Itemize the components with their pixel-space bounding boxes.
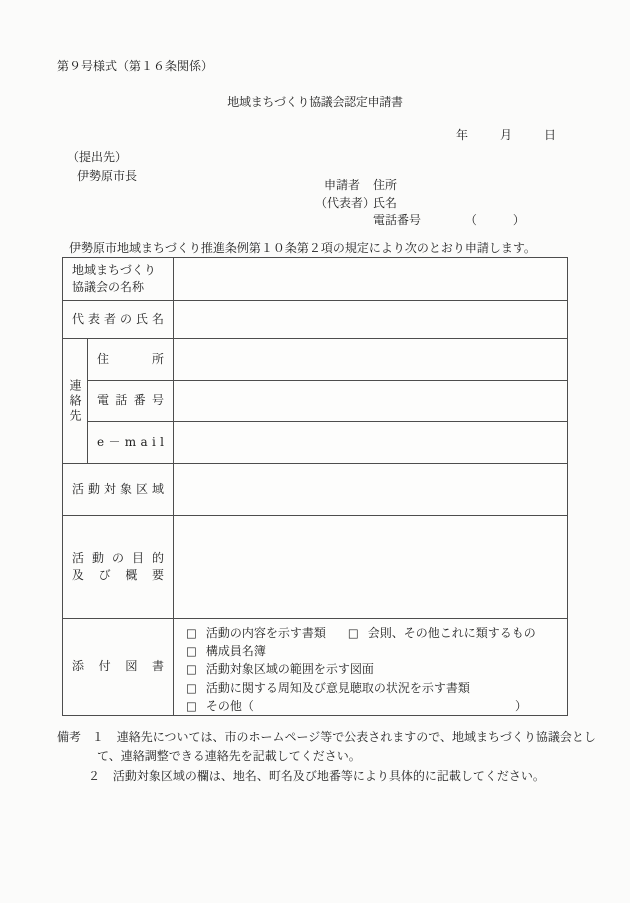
- activity-area-label: 活 動 対 象 区 域: [72, 481, 165, 496]
- council-name-label-cell: [63, 258, 174, 301]
- checkbox-icon[interactable]: □: [186, 644, 197, 659]
- submit-to-name: 伊勢原市長: [77, 169, 138, 183]
- date-day-label: 日: [544, 128, 557, 142]
- applicant-block: [315, 177, 525, 230]
- contact-email-label: e － m a i l: [97, 434, 164, 449]
- attachment-item-label: 会則、その他これに類するもの: [367, 626, 536, 640]
- table-row: [63, 619, 568, 716]
- checkbox-icon[interactable]: □: [186, 680, 197, 695]
- note-line: [57, 767, 577, 786]
- attachments-label-cell: [63, 619, 174, 716]
- table-row: [63, 258, 568, 301]
- note-continuation: て、連絡調整できる連絡先を記載してください。: [97, 749, 361, 764]
- contact-group-label: 連絡先: [68, 378, 82, 424]
- date-year-label: 年: [456, 128, 469, 142]
- council-name-input[interactable]: [174, 258, 568, 301]
- applicant-phone-line: [373, 212, 525, 230]
- table-row: [63, 339, 568, 381]
- checkbox-icon[interactable]: □: [186, 698, 197, 713]
- attachment-item-label: 活動に関する周知及び意見聴取の状況を示す書類: [205, 680, 470, 695]
- contact-address-label: 住 所: [97, 351, 165, 366]
- contact-address-label-cell: [88, 339, 174, 381]
- activity-purpose-input[interactable]: [174, 516, 568, 619]
- activity-purpose-label-cell: [63, 516, 174, 619]
- representative-name-label-cell: [63, 301, 174, 339]
- attachment-line: [186, 642, 555, 660]
- intro-sentence: 伊勢原市地域まちづくり推進条例第１０条第２項の規定により次のとおり申請します。: [69, 241, 536, 255]
- attachment-item-label: その他（: [205, 698, 254, 713]
- contact-email-label-cell: [88, 422, 174, 464]
- council-name-label-line2: 協議会の名称: [72, 280, 145, 294]
- applicant-name-label: 氏名: [373, 195, 398, 210]
- date-line: [456, 127, 556, 144]
- checkbox-icon[interactable]: □: [186, 626, 197, 640]
- contact-group-cell: [63, 339, 88, 464]
- activity-area-input[interactable]: [174, 464, 568, 516]
- note-text: 活動対象区域の欄は、地名、町名及び地番等により具体的に記載してください。: [112, 768, 545, 783]
- activity-purpose-label-line1: 活 動 の 目 的: [72, 551, 165, 565]
- checkbox-icon[interactable]: □: [186, 662, 197, 677]
- attachment-line-other: [186, 697, 555, 715]
- application-table: [62, 257, 568, 716]
- contact-address-input[interactable]: [174, 339, 568, 381]
- table-row: [63, 464, 568, 516]
- note-number: ２: [88, 768, 101, 783]
- applicant-phone-paren: （ ）: [464, 213, 525, 227]
- note-number: １: [91, 730, 104, 744]
- attachment-item-label: 活動の内容を示す書類: [205, 626, 326, 640]
- applicant-empty-label: [315, 212, 373, 230]
- contact-email-input[interactable]: [174, 422, 568, 464]
- page-title: 地域まちづくり協議会認定申請書: [227, 95, 403, 109]
- notes-heading: 備考: [57, 730, 82, 744]
- activity-purpose-label-line2: 及 び 概 要: [72, 568, 164, 582]
- attachment-item-label: 活動対象区域の範囲を示す図面: [205, 662, 374, 677]
- table-row: [63, 516, 568, 619]
- attachment-line: [186, 679, 555, 697]
- applicant-phone-label: 電話番号: [373, 213, 422, 227]
- date-month-label: 月: [500, 128, 513, 142]
- notes-block: [57, 728, 596, 786]
- attachment-line: [186, 624, 555, 642]
- attachment-other-close-paren: ）: [515, 698, 528, 713]
- applicant-address-label: 住所: [373, 178, 398, 192]
- checkbox-icon[interactable]: □: [347, 626, 359, 640]
- representative-name-input[interactable]: [174, 301, 568, 339]
- contact-phone-label: 電 話 番 号: [97, 393, 164, 408]
- activity-area-label-cell: [63, 464, 174, 516]
- attachments-label: 添 付 図 書: [72, 659, 164, 674]
- attachment-line: [186, 660, 555, 678]
- applicant-role-label: 申請者: [324, 178, 361, 192]
- attachments-list: [174, 619, 568, 716]
- table-row: [63, 301, 568, 339]
- representative-name-label: 代 表 者 の 氏 名: [72, 311, 165, 326]
- note-text: 連絡先については、市のホームページ等で公表されますので、地域まちづくり協議会とし: [116, 730, 596, 744]
- contact-phone-input[interactable]: [174, 381, 568, 422]
- table-row: [63, 422, 568, 464]
- council-name-label-line1: 地域まちづくり: [72, 263, 156, 277]
- submit-to-label: （提出先）: [67, 150, 128, 164]
- attachment-item-label: 構成員名簿: [205, 644, 266, 659]
- form-number: 第９号様式（第１６条関係）: [57, 59, 214, 73]
- note-line: [57, 728, 596, 747]
- contact-phone-label-cell: [88, 381, 174, 422]
- applicant-representative-label: （代表者）: [315, 195, 376, 210]
- table-row: [63, 381, 568, 422]
